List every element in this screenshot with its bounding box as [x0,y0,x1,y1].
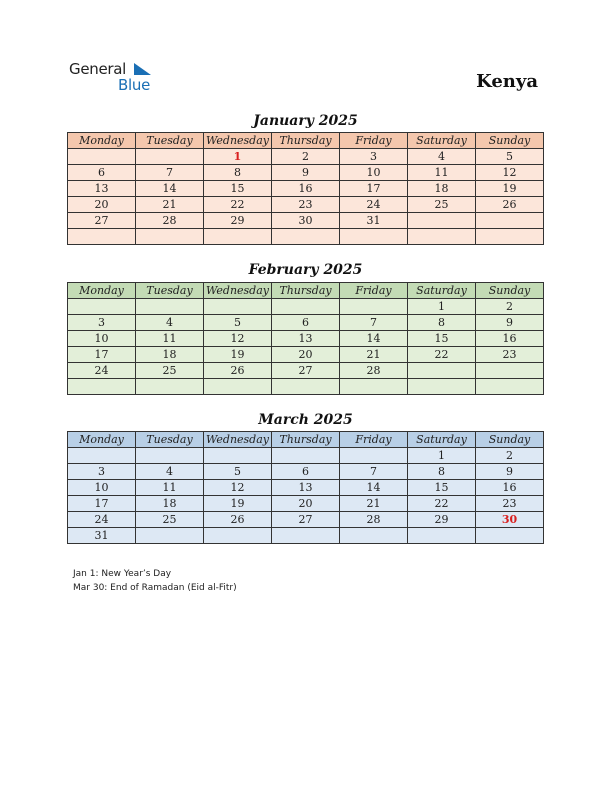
week-row [68,496,544,512]
day-cell: 10 [340,165,408,181]
day-cell: 28 [340,512,408,528]
day-cell: 14 [340,331,408,347]
weekday-header: Monday [68,432,136,448]
weekday-header: Sunday [476,432,544,448]
day-cell: 22 [408,347,476,363]
brand-logo [69,60,159,96]
holiday-notes [73,567,237,595]
week-row [68,464,544,480]
day-cell: 24 [68,363,136,379]
day-cell: 12 [204,331,272,347]
weekday-header: Thursday [272,283,340,299]
week-row [68,528,544,544]
day-cell: 11 [136,480,204,496]
logo-triangle-icon [134,63,152,77]
day-cell: 6 [272,464,340,480]
day-cell: 11 [136,331,204,347]
empty-day-cell [136,528,204,544]
day-cell: 11 [408,165,476,181]
week-row [68,165,544,181]
day-cell: 15 [408,480,476,496]
day-cell: 1 [408,299,476,315]
day-cell: 16 [476,331,544,347]
empty-day-cell [340,528,408,544]
day-cell: 6 [68,165,136,181]
day-cell: 1 [204,149,272,165]
calendar-march [67,431,544,544]
day-cell: 13 [272,331,340,347]
weekday-header: Sunday [476,133,544,149]
weekday-header: Friday [340,432,408,448]
day-cell: 21 [136,197,204,213]
weekday-header: Friday [340,283,408,299]
calendar-february [67,282,544,395]
day-cell: 18 [136,347,204,363]
weekday-header-row [68,283,544,299]
day-cell: 23 [272,197,340,213]
week-row [68,347,544,363]
empty-day-cell [136,299,204,315]
weekday-header-row [68,133,544,149]
day-cell: 26 [204,512,272,528]
day-cell: 2 [476,299,544,315]
country-title: Kenya [476,71,538,92]
empty-day-cell [408,213,476,229]
day-cell: 3 [68,464,136,480]
week-row [68,197,544,213]
empty-day-cell [68,379,136,395]
month-title-march: March 2025 [258,412,353,428]
day-cell: 18 [136,496,204,512]
holiday-note: Jan 1: New Year’s Day [73,569,172,579]
day-cell: 2 [272,149,340,165]
empty-day-cell [272,379,340,395]
weekday-header: Wednesday [204,133,272,149]
weekday-header: Wednesday [204,283,272,299]
week-row [68,363,544,379]
day-cell: 25 [136,512,204,528]
empty-day-cell [476,528,544,544]
weekday-header: Thursday [272,133,340,149]
day-cell: 6 [272,315,340,331]
empty-day-cell [204,379,272,395]
empty-day-cell [136,149,204,165]
empty-day-cell [340,229,408,245]
weekday-header: Saturday [408,283,476,299]
empty-day-cell [204,448,272,464]
weekday-header: Sunday [476,283,544,299]
day-cell: 24 [340,197,408,213]
day-cell: 27 [68,213,136,229]
weekday-header: Tuesday [136,432,204,448]
day-cell: 12 [204,480,272,496]
empty-day-cell [136,379,204,395]
empty-day-cell [340,379,408,395]
weekday-header: Tuesday [136,133,204,149]
day-cell: 9 [476,315,544,331]
day-cell: 25 [408,197,476,213]
weekday-header: Monday [68,133,136,149]
day-cell: 24 [68,512,136,528]
week-row [68,299,544,315]
empty-day-cell [340,448,408,464]
empty-day-cell [68,448,136,464]
day-cell: 17 [68,496,136,512]
empty-day-cell [68,229,136,245]
empty-day-cell [476,213,544,229]
day-cell: 17 [340,181,408,197]
empty-day-cell [476,229,544,245]
day-cell: 31 [340,213,408,229]
day-cell: 14 [136,181,204,197]
day-cell: 5 [204,464,272,480]
day-cell: 23 [476,496,544,512]
weekday-header: Saturday [408,133,476,149]
day-cell: 31 [68,528,136,544]
week-row [68,379,544,395]
month-title-february: February 2025 [248,262,363,278]
day-cell: 8 [204,165,272,181]
day-cell: 15 [204,181,272,197]
day-cell: 17 [68,347,136,363]
empty-day-cell [68,149,136,165]
day-cell: 7 [340,315,408,331]
weekday-header: Thursday [272,432,340,448]
day-cell: 3 [68,315,136,331]
week-row [68,181,544,197]
day-cell: 30 [476,512,544,528]
week-row [68,512,544,528]
day-cell: 22 [204,197,272,213]
empty-day-cell [136,229,204,245]
day-cell: 19 [204,347,272,363]
day-cell: 8 [408,464,476,480]
day-cell: 1 [408,448,476,464]
empty-day-cell [204,299,272,315]
day-cell: 9 [476,464,544,480]
day-cell: 4 [136,315,204,331]
day-cell: 8 [408,315,476,331]
week-row [68,315,544,331]
day-cell: 18 [408,181,476,197]
weekday-header: Wednesday [204,432,272,448]
day-cell: 10 [68,480,136,496]
empty-day-cell [408,528,476,544]
day-cell: 30 [272,213,340,229]
day-cell: 20 [68,197,136,213]
empty-day-cell [476,379,544,395]
empty-day-cell [408,363,476,379]
day-cell: 4 [408,149,476,165]
day-cell: 14 [340,480,408,496]
day-cell: 7 [136,165,204,181]
weekday-header: Saturday [408,432,476,448]
day-cell: 20 [272,347,340,363]
day-cell: 7 [340,464,408,480]
day-cell: 27 [272,363,340,379]
weekday-header: Monday [68,283,136,299]
day-cell: 20 [272,496,340,512]
empty-day-cell [408,229,476,245]
day-cell: 29 [408,512,476,528]
month-title-january: January 2025 [253,113,358,129]
day-cell: 29 [204,213,272,229]
empty-day-cell [204,528,272,544]
day-cell: 9 [272,165,340,181]
day-cell: 19 [476,181,544,197]
day-cell: 5 [204,315,272,331]
day-cell: 12 [476,165,544,181]
day-cell: 21 [340,496,408,512]
weekday-header: Tuesday [136,283,204,299]
day-cell: 16 [476,480,544,496]
week-row [68,149,544,165]
week-row [68,331,544,347]
day-cell: 28 [136,213,204,229]
week-row [68,229,544,245]
day-cell: 23 [476,347,544,363]
logo-word-blue: Blue [118,76,150,94]
empty-day-cell [272,528,340,544]
day-cell: 13 [272,480,340,496]
empty-day-cell [476,363,544,379]
empty-day-cell [408,379,476,395]
day-cell: 15 [408,331,476,347]
week-row [68,213,544,229]
day-cell: 4 [136,464,204,480]
week-row [68,480,544,496]
empty-day-cell [136,448,204,464]
empty-day-cell [68,299,136,315]
calendar-january [67,132,544,245]
day-cell: 5 [476,149,544,165]
day-cell: 10 [68,331,136,347]
empty-day-cell [272,229,340,245]
day-cell: 22 [408,496,476,512]
day-cell: 3 [340,149,408,165]
weekday-header: Friday [340,133,408,149]
empty-day-cell [272,299,340,315]
day-cell: 25 [136,363,204,379]
day-cell: 16 [272,181,340,197]
holiday-note: Mar 30: End of Ramadan (Eid al-Fitr) [73,583,237,593]
day-cell: 21 [340,347,408,363]
day-cell: 27 [272,512,340,528]
logo-word-general: General [69,60,127,78]
empty-day-cell [204,229,272,245]
empty-day-cell [340,299,408,315]
weekday-header-row [68,432,544,448]
day-cell: 2 [476,448,544,464]
empty-day-cell [272,448,340,464]
day-cell: 28 [340,363,408,379]
day-cell: 26 [476,197,544,213]
day-cell: 13 [68,181,136,197]
day-cell: 19 [204,496,272,512]
day-cell: 26 [204,363,272,379]
week-row [68,448,544,464]
